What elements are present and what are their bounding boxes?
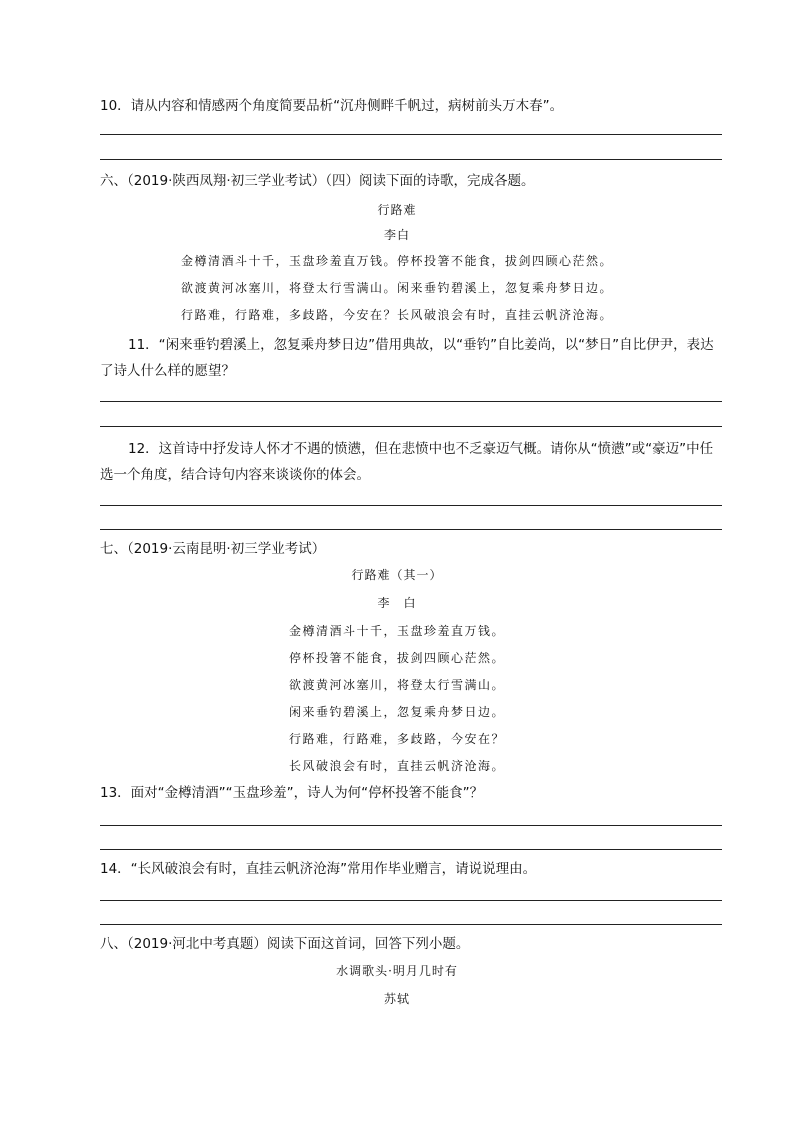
answer-line[interactable] xyxy=(100,159,722,160)
poem-7-line: 闲来垂钓碧溪上，忽复乘舟梦日边。 xyxy=(288,705,505,719)
question-11: 11．“闲来垂钓碧溪上，忽复乘舟梦日边”借用典故，以“垂钓”自比姜尚，以“梦日”自比伊尹，表达了诗人什么样的愿望？ xyxy=(100,337,714,379)
section-7-header: 七、（2019·云南昆明·初三学业考试） xyxy=(100,541,326,557)
question-10: 10．请从内容和情感两个角度简要品析“沉舟侧畔千帆过，病树前头万木春”。 xyxy=(100,98,564,114)
question-12: 12．这首诗中抒发诗人怀才不遇的愤懑，但在悲愤中也不乏豪迈气概。请你从“愤懑”或“豪迈”中任选一个角度，结合诗句内容来谈谈你的体会。 xyxy=(100,441,714,483)
poem-7-line: 欲渡黄河冰塞川，将登太行雪满山。 xyxy=(288,678,505,692)
poem-6-title: 行路难 xyxy=(377,203,417,217)
poem-7-line: 行路难，行路难，多歧路，今安在？ xyxy=(288,732,505,746)
answer-line[interactable] xyxy=(100,401,722,402)
answer-line[interactable] xyxy=(100,426,722,427)
poem-6-line: 金樽清酒斗十千，玉盘珍羞直万钱。停杯投箸不能食，拔剑四顾心茫然。 xyxy=(180,254,613,268)
answer-line[interactable] xyxy=(100,505,722,506)
answer-line[interactable] xyxy=(100,825,722,826)
answer-line[interactable] xyxy=(100,924,722,925)
poem-8-title: 水调歌头·明月几时有 xyxy=(336,964,458,978)
poem-7-line: 金樽清酒斗十千，玉盘珍羞直万钱。 xyxy=(288,624,505,638)
poem-7-line: 长风破浪会有时，直挂云帆济沧海。 xyxy=(288,759,505,773)
answer-line[interactable] xyxy=(100,134,722,135)
answer-line[interactable] xyxy=(100,900,722,901)
poem-8-author: 苏轼 xyxy=(383,992,410,1006)
question-14: 14．“长风破浪会有时，直挂云帆济沧海”常用作毕业赠言，请说说理由。 xyxy=(100,861,537,877)
section-6-header: 六、（2019·陕西凤翔·初三学业考试）（四）阅读下面的诗歌，完成各题。 xyxy=(100,173,535,189)
poem-6-author: 李白 xyxy=(383,228,410,242)
poem-6-line: 行路难，行路难，多歧路，今安在？长风破浪会有时，直挂云帆济沧海。 xyxy=(180,308,613,322)
poem-7-author: 李 白 xyxy=(377,596,417,610)
poem-7-title: 行路难（其一） xyxy=(351,568,443,582)
poem-6-line: 欲渡黄河冰塞川，将登太行雪满山。闲来垂钓碧溪上，忽复乘舟梦日边。 xyxy=(180,281,613,295)
answer-line[interactable] xyxy=(100,849,722,850)
poem-7-line: 停杯投箸不能食，拔剑四顾心茫然。 xyxy=(288,651,505,665)
question-13: 13．面对“金樽清酒”“玉盘珍羞”，诗人为何“停杯投箸不能食”？ xyxy=(100,785,484,801)
section-8-header: 八、（2019·河北中考真题）阅读下面这首词，回答下列小题。 xyxy=(100,936,470,952)
answer-line[interactable] xyxy=(100,529,722,530)
